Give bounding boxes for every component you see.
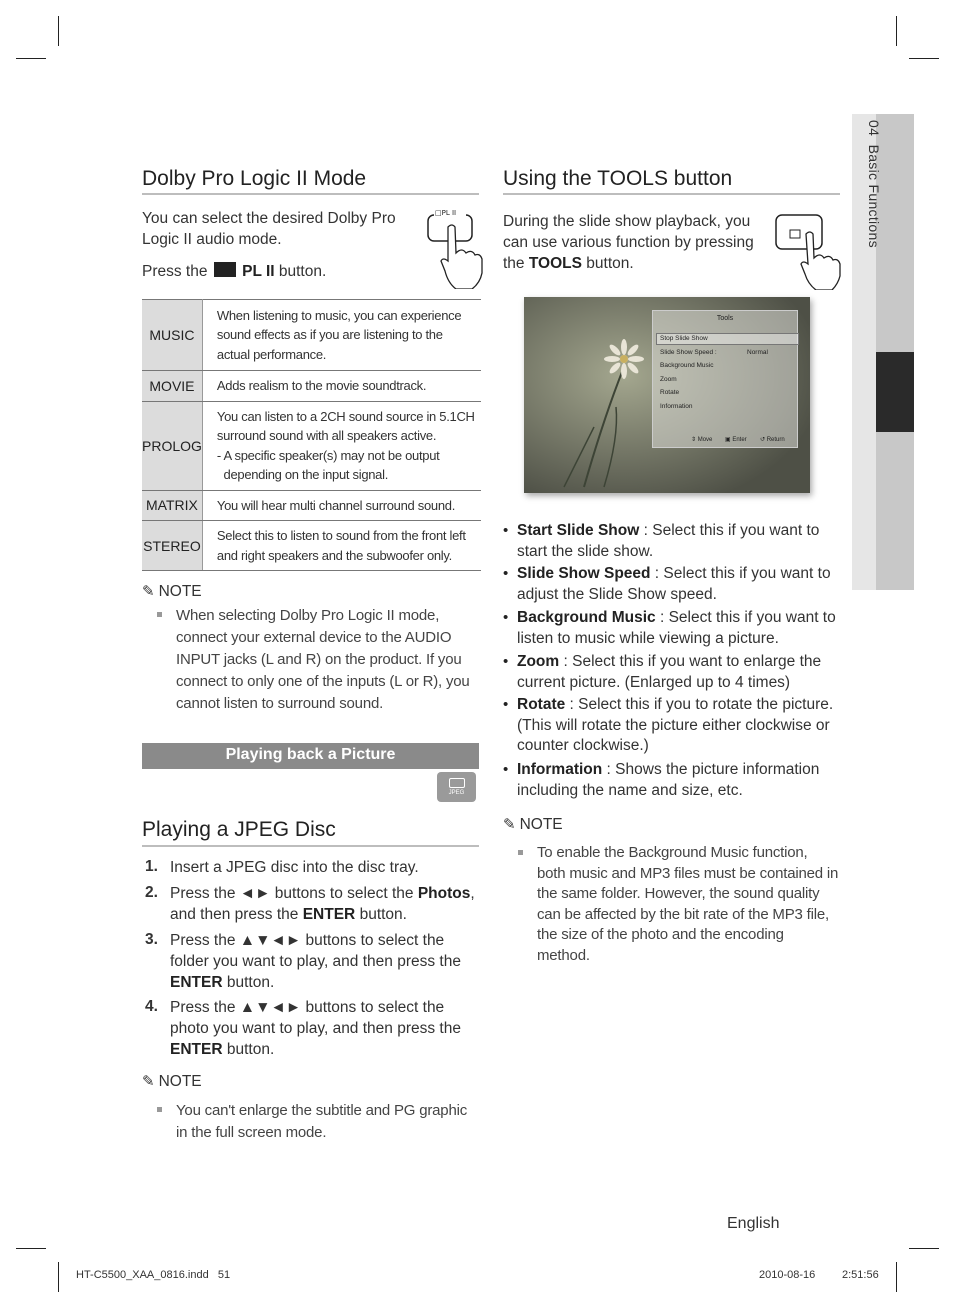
remote-button-hand-icon — [424, 207, 484, 289]
table-row — [142, 371, 481, 402]
menu-item[interactable]: Slide Show Speed : — [660, 349, 717, 356]
jpeg-heading: Playing a JPEG Disc — [142, 818, 336, 841]
table-row — [142, 521, 481, 571]
mode-name: MOVIE — [142, 371, 202, 402]
heading-rule — [503, 193, 840, 195]
bullet-item: Zoom : Select this if you want to enlarge the current picture. (Enlarged up to 4 times) — [517, 653, 822, 691]
mode-name: STEREO — [142, 521, 202, 571]
mode-name: MATRIX — [142, 490, 202, 521]
table-row — [142, 490, 481, 521]
crop-mark — [896, 1262, 897, 1292]
dolby-press-instruction: Press the PL II button. — [142, 263, 327, 280]
step-number: 4. — [145, 998, 158, 1015]
dolby-modes-table — [142, 299, 481, 571]
file-info: HT-C5500_XAA_0816.indd 51 — [76, 1269, 231, 1281]
menu-item-value: Normal — [747, 349, 768, 356]
pencil-icon: ✎ — [142, 583, 155, 600]
step-text: Insert a JPEG disc into the disc tray. — [170, 859, 419, 876]
menu-item[interactable]: Zoom — [660, 376, 677, 383]
note-heading: ✎ NOTE — [142, 1073, 202, 1090]
menu-footer-enter: ▣ Enter — [725, 437, 747, 443]
note-bullet — [518, 850, 523, 855]
crop-mark — [58, 16, 59, 46]
menu-footer-move: ⇕ Move — [691, 437, 713, 443]
bullet-dot: • — [503, 522, 509, 539]
mode-description: You can listen to a 2CH sound source in 5.1CH surround sound with all speakers active. - A specific speaker(s) may not be output depending on the input signal. — [202, 401, 480, 490]
chapter-tab-marker — [876, 352, 914, 432]
dolby-intro: You can select the desired Dolby Pro Logic II audio mode. — [142, 210, 396, 248]
dolby-note-text: When selecting Dolby Pro Logic II mode, connect your external device to the AUDIO INPUT jacks (L and R) on the product. If you connect to only one of the inputs (L or R), you cannot listen to surround sound. — [176, 607, 470, 712]
menu-item[interactable]: Rotate — [660, 389, 680, 396]
tools-note-text: To enable the Background Music function, both music and MP3 files must be contained in the same folder. However, the sound quality can be affected by the bit rate of the MP3 file, the size of the photo and the encoding method. — [537, 844, 839, 964]
tools-menu-screenshot — [524, 297, 810, 493]
bullet-dot: • — [503, 609, 509, 626]
crop-mark — [16, 1248, 46, 1249]
menu-footer-return: ↺ Return — [760, 437, 785, 443]
mode-description: Adds realism to the movie soundtrack. — [202, 371, 480, 402]
pencil-icon: ✎ — [142, 1073, 155, 1090]
page-language: English — [727, 1215, 780, 1232]
mode-name: PROLOG — [142, 401, 202, 490]
crop-mark — [16, 58, 46, 59]
bullet-item: Background Music : Select this if you want to listen to music while viewing a picture. — [517, 609, 836, 647]
step-number: 1. — [145, 858, 158, 875]
bullet-dot: • — [503, 696, 509, 713]
crop-mark — [896, 16, 897, 46]
bullet-dot: • — [503, 761, 509, 778]
chapter-tab-label: 04 Basic Functions — [866, 120, 882, 248]
step-text: Press the ◄► buttons to select the Photos, and then press the ENTER button. — [170, 885, 475, 923]
bullet-item: Information : Shows the picture information including the name and size, etc. — [517, 761, 820, 799]
crop-mark — [909, 1248, 939, 1249]
pencil-icon: ✎ — [503, 816, 516, 833]
table-row — [142, 300, 481, 371]
step-text: Press the ▲▼◄► buttons to select the folder you want to play, and then press the ENTER button. — [170, 932, 461, 991]
note-bullet — [157, 1107, 162, 1112]
tools-popup-menu — [652, 310, 798, 448]
step-number: 3. — [145, 931, 158, 948]
camera-icon — [449, 778, 465, 788]
heading-rule — [142, 193, 479, 195]
jpeg-note-text: You can't enlarge the subtitle and PG graphic in the full screen mode. — [176, 1102, 468, 1141]
tools-button-hand-icon — [772, 212, 842, 290]
section-banner: Playing back a Picture — [142, 743, 479, 769]
tools-heading: Using the TOOLS button — [503, 167, 733, 190]
bullet-item: Rotate : Select this if you to rotate the picture. (This will rotate the picture either clockwise or counter clockwise.) — [517, 696, 834, 754]
print-time: 2:51:56 — [842, 1269, 879, 1281]
dolby-heading: Dolby Pro Logic II Mode — [142, 167, 367, 190]
menu-item[interactable]: Stop Slide Show — [660, 335, 708, 342]
note-heading: ✎ NOTE — [142, 583, 202, 600]
bullet-item: Start Slide Show : Select this if you want to start the slide show. — [517, 522, 820, 560]
bullet-dot: • — [503, 653, 509, 670]
heading-rule — [142, 845, 479, 847]
mode-description: Select this to listen to sound from the front left and right speakers and the subwoofer only. — [202, 521, 480, 571]
menu-title: Tools — [716, 315, 734, 322]
print-date: 2010-08-16 — [759, 1269, 816, 1281]
step-text: Press the ▲▼◄► buttons to select the photo you want to play, and then press the ENTER button. — [170, 999, 461, 1058]
bullet-dot: • — [503, 565, 509, 582]
table-row — [142, 401, 481, 490]
crop-mark — [58, 1262, 59, 1292]
menu-item[interactable]: Background Music — [660, 362, 714, 369]
note-heading: ✎ NOTE — [503, 816, 563, 833]
tools-intro: During the slide show playback, you can use various function by pressing the TOOLS button. — [503, 213, 754, 272]
bullet-item: Slide Show Speed : Select this if you want to adjust the Slide Show speed. — [517, 565, 831, 603]
mode-description: When listening to music, you can experience sound effects as if you are listening to the actual performance. — [202, 300, 480, 371]
dolby-logo-icon — [214, 262, 236, 277]
mode-name: MUSIC — [142, 300, 202, 371]
step-number: 2. — [145, 884, 158, 901]
svg-text:□PL II: □PL II — [435, 209, 457, 217]
jpeg-disc-badge: JPEG — [437, 772, 476, 802]
mode-description: You will hear multi channel surround sound. — [202, 490, 480, 521]
menu-item[interactable]: Information — [660, 403, 693, 410]
crop-mark — [909, 58, 939, 59]
note-bullet — [157, 612, 162, 617]
